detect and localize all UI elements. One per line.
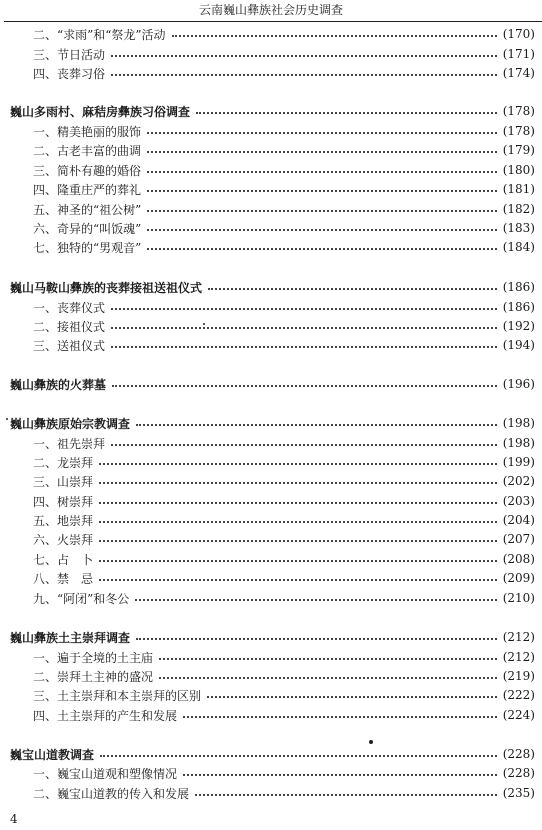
- toc-entry-page: (198): [502, 416, 535, 430]
- dot-leader: [208, 287, 497, 290]
- toc-entry-title: 四、丧葬习俗: [33, 66, 106, 81]
- dot-leader: [147, 209, 496, 212]
- toc-entry: [33, 784, 535, 802]
- toc-entry-title: 三、土主崇拜和本主崇拜的区别: [33, 688, 202, 703]
- dot-leader: [147, 150, 497, 153]
- toc-entry-title: 九、“阿闭”和冬公: [33, 591, 130, 606]
- toc-entry-page: (183): [502, 221, 535, 235]
- toc-entry-page: (219): [502, 669, 535, 683]
- dot-leader: [112, 384, 497, 387]
- toc-entry: [33, 122, 535, 140]
- toc-entry: [33, 161, 535, 179]
- toc-entry-title: 二、龙崇拜: [33, 455, 94, 470]
- toc-entry: [33, 336, 535, 354]
- toc-entry-page: (198): [502, 436, 535, 450]
- dot-leader: [147, 131, 497, 134]
- toc-entry-title: 四、隆重庄严的葬礼: [33, 182, 142, 197]
- dot-leader: [159, 657, 497, 660]
- dot-leader: [100, 754, 497, 757]
- toc-entry-title: 二、古老丰富的曲调: [33, 143, 142, 158]
- toc-entry-title: 一、丧葬仪式: [33, 300, 106, 315]
- toc-entry-title: 巍山彝族的火葬墓: [10, 377, 107, 392]
- dot-leader: [111, 54, 497, 57]
- toc-entry-page: (235): [502, 786, 535, 800]
- toc-entry-page: (178): [502, 124, 535, 138]
- toc-entry-title: 五、地崇拜: [33, 513, 94, 528]
- dot-leader: [147, 170, 497, 173]
- toc-entry: [33, 472, 535, 490]
- toc-entry: [33, 45, 535, 63]
- toc-entry-title: 二、“求雨”和“祭龙”活动: [33, 27, 166, 42]
- toc-entry-page: (170): [502, 27, 535, 41]
- toc-entry-page: (212): [502, 650, 535, 664]
- toc-section-entry: [10, 414, 535, 432]
- dot-leader: [195, 793, 497, 796]
- toc-entry-page: (204): [502, 513, 535, 527]
- dot-leader: [99, 578, 497, 581]
- dot-leader: [147, 247, 496, 250]
- toc-entry: [33, 550, 535, 568]
- toc-entry: [33, 141, 535, 159]
- dot-leader: [99, 539, 497, 542]
- toc-entry-page: (210): [502, 591, 535, 605]
- dot-leader: [99, 501, 497, 504]
- print-speck: [203, 323, 205, 325]
- toc-entry-title: 巍山彝族土主崇拜调查: [10, 630, 131, 645]
- toc-section-entry: [10, 745, 535, 763]
- toc-entry-page: (199): [502, 455, 535, 469]
- toc-entry: [33, 667, 535, 685]
- toc-entry-page: (171): [502, 47, 535, 61]
- running-header: [0, 0, 542, 22]
- toc-entry-page: (207): [502, 532, 535, 546]
- toc-entry-title: 六、火崇拜: [33, 532, 94, 547]
- toc-entry: [33, 317, 535, 335]
- toc-entry: [33, 64, 535, 82]
- dot-leader: [159, 676, 497, 679]
- toc-entry: [33, 764, 535, 782]
- toc-entry-title: 巍山马鞍山彝族的丧葬接祖送祖仪式: [10, 280, 203, 295]
- toc-entry-page: (186): [502, 280, 535, 294]
- toc-entry-title: 二、巍宝山道教的传入和发展: [33, 786, 190, 801]
- dot-leader: [207, 695, 497, 698]
- toc-entry-page: (178): [502, 104, 535, 118]
- toc-entry-title: 三、送祖仪式: [33, 338, 106, 353]
- toc-entry: [33, 238, 535, 256]
- toc-entry-page: (224): [502, 708, 535, 722]
- dot-leader: [136, 423, 497, 426]
- toc-section-entry: [10, 628, 535, 646]
- toc-entry-page: (180): [502, 163, 535, 177]
- toc-entry-page: (228): [502, 747, 535, 761]
- dot-leader: [111, 73, 497, 76]
- toc-entry-page: (186): [502, 300, 535, 314]
- toc-entry-title: 三、简朴有趣的婚俗: [33, 163, 142, 178]
- dot-leader: [183, 715, 497, 718]
- toc-entry-title: 二、崇拜土主神的盛况: [33, 669, 154, 684]
- toc-entry-page: (181): [502, 182, 535, 196]
- toc-entry-page: (203): [502, 494, 535, 508]
- toc-entry-page: (209): [502, 571, 535, 585]
- toc-entry: [33, 530, 535, 548]
- print-speck: [6, 418, 8, 420]
- toc-entry-title: 四、土主崇拜的产生和发展: [33, 708, 178, 723]
- toc-entry-title: 巍山多雨村、麻秸房彝族习俗调查: [10, 104, 191, 119]
- toc-entry-title: 七、独特的“男观音”: [33, 240, 142, 255]
- dot-leader: [172, 34, 497, 37]
- dot-leader: [183, 773, 497, 776]
- toc-entry-title: 六、奇异的“叫饭魂”: [33, 221, 142, 236]
- toc-entry-title: 四、树崇拜: [33, 494, 94, 509]
- toc-entry-page: (184): [502, 240, 535, 254]
- dot-leader: [111, 326, 497, 329]
- dot-leader: [99, 559, 497, 562]
- dot-leader: [196, 111, 497, 114]
- toc-entry-title: 一、祖先崇拜: [33, 436, 106, 451]
- toc-entry-title: 五、神圣的“祖公树”: [33, 202, 142, 217]
- print-speck: [369, 740, 373, 744]
- toc-entry-title: 二、接祖仪式: [33, 319, 106, 334]
- dot-leader: [111, 443, 497, 446]
- toc-entry-title: 一、精美艳丽的服饰: [33, 124, 142, 139]
- toc-entry: [33, 298, 535, 316]
- dot-leader: [99, 520, 497, 523]
- toc-entry: [33, 589, 535, 607]
- dot-leader: [135, 598, 496, 601]
- toc-entry-title: 巍山彝族原始宗教调查: [10, 416, 131, 431]
- toc-entry-page: (208): [502, 552, 535, 566]
- toc-entry-page: (179): [502, 143, 535, 157]
- toc-entry-page: (222): [502, 688, 535, 702]
- toc-entry-page: (212): [502, 630, 535, 644]
- dot-leader: [111, 345, 497, 348]
- dot-leader: [99, 481, 497, 484]
- toc-section-entry: [10, 278, 535, 296]
- toc-entry: [33, 511, 535, 529]
- toc-section-entry: [10, 102, 535, 120]
- page-number: 4: [10, 812, 18, 826]
- toc-entry: [33, 569, 535, 587]
- toc-entry: [33, 180, 535, 198]
- toc-entry-page: (202): [502, 474, 535, 488]
- toc-entry-page: (196): [502, 377, 535, 391]
- toc-entry-title: 七、占 卜: [33, 552, 94, 567]
- dot-leader: [136, 637, 497, 640]
- toc-entry: [33, 219, 535, 237]
- toc-entry: [33, 706, 535, 724]
- toc-entry-page: (182): [502, 202, 535, 216]
- toc-entry: [33, 686, 535, 704]
- toc-entry-title: 三、山崇拜: [33, 474, 94, 489]
- toc-entry-title: 一、遍于全境的土主庙: [33, 650, 154, 665]
- toc-entry: [33, 492, 535, 510]
- dot-leader: [147, 228, 496, 231]
- toc-entry: [33, 648, 535, 666]
- toc-entry-page: (194): [502, 338, 535, 352]
- toc-entry-title: 三、节日活动: [33, 47, 106, 62]
- toc-entry: [33, 200, 535, 218]
- toc-section-entry: [10, 375, 535, 393]
- header-rule: [4, 21, 542, 22]
- toc-entry-title: 巍宝山道教调查: [10, 747, 95, 762]
- dot-leader: [99, 462, 497, 465]
- running-header-title: 云南巍山彝族社会历史调查: [198, 3, 343, 17]
- toc-entry-page: (174): [502, 66, 535, 80]
- toc-entry: [33, 453, 535, 471]
- dot-leader: [147, 189, 497, 192]
- toc-entry-page: (228): [502, 766, 535, 780]
- toc-entry-page: (192): [502, 319, 535, 333]
- toc-entry: [33, 434, 535, 452]
- toc-entry: [33, 25, 535, 43]
- toc-entry-title: 八、禁 忌: [33, 571, 94, 586]
- toc-entry-title: 一、巍宝山道观和塑像情况: [33, 766, 178, 781]
- dot-leader: [111, 307, 497, 310]
